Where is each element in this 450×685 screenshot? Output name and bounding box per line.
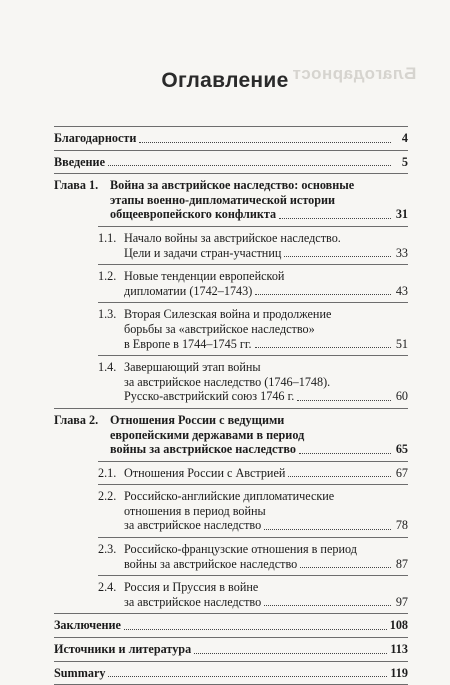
toc-entry-acknowledgements[interactable]: Благодарности 4 (54, 131, 408, 145)
toc-entry-chapter-1[interactable]: Глава 1. Война за австрийское наследство: основные этапы военно-дипломатической истории общеевропейского конфликта 31 (54, 178, 408, 222)
toc-entry-introduction[interactable]: Введение 5 (54, 154, 408, 169)
toc-entry-section-1-2[interactable]: 1.2. Новые тенденции европейской дипломатии (1742–1743) 43 (98, 269, 408, 298)
toc-entry-section-2-3[interactable]: 2.3. Российско-французские отношения в период войны за австрийское наследство 87 (98, 542, 408, 571)
toc-entry-chapter-2[interactable]: Глава 2. Отношения России с ведущими европейскими державами в период войны за австрийское наследство 65 (54, 412, 408, 457)
section-number: 2.4. (98, 580, 117, 595)
section-number: 2.1. (98, 465, 117, 480)
page-number: 67 (395, 465, 408, 480)
toc-entry-section-1-1[interactable]: 1.1. Начало войны за австрийское наследство. Цели и задачи стран-участниц 33 (98, 230, 408, 260)
page-number: 78 (395, 518, 408, 533)
toc-entry-summary[interactable]: Summary 119 (54, 665, 408, 680)
chapter-number: Глава 1. (54, 178, 99, 193)
toc-entry-sources[interactable]: Источники и литература 113 (54, 642, 408, 657)
page-number: 87 (395, 556, 408, 571)
table-of-contents (54, 126, 408, 685)
page-number: 65 (395, 442, 408, 457)
page-number: 33 (395, 245, 408, 260)
page-number: 108 (389, 618, 408, 633)
chapter-number: Глава 2. (54, 412, 99, 427)
page-number: 119 (390, 665, 408, 680)
toc-entry-section-1-4[interactable]: 1.4. Завершающий этап войны за австрийское наследство (1746–1748). Русско-австрийский союз 1746 г. 60 (98, 360, 408, 404)
section-number: 1.1. (98, 230, 117, 245)
page-number: 97 (395, 594, 408, 609)
section-number: 2.2. (98, 489, 117, 504)
page-number: 60 (395, 389, 408, 404)
toc-entry-conclusion[interactable]: Заключение 108 (54, 618, 408, 633)
section-number: 2.3. (98, 542, 117, 557)
page-number: 51 (395, 336, 408, 351)
section-number: 1.3. (98, 307, 117, 322)
toc-entry-section-2-2[interactable]: 2.2. Российско-английские дипломатические отношения в период войны за австрийское наследство 78 (98, 489, 408, 533)
page-number: 43 (395, 283, 408, 298)
page-number: 5 (401, 154, 408, 169)
toc-entry-section-2-4[interactable]: 2.4. Россия и Пруссия в войне за австрийское наследство 97 (98, 580, 408, 609)
section-number: 1.2. (98, 269, 117, 284)
page-number: 113 (390, 642, 408, 657)
section-number: 1.4. (98, 360, 117, 375)
page-title: Оглавление (161, 69, 289, 92)
bleed-through-text: Благодарност (292, 64, 417, 83)
toc-entry-section-2-1[interactable]: 2.1. Отношения России с Австрией 67 (98, 465, 408, 480)
page-number: 4 (401, 131, 408, 145)
page-number: 31 (395, 207, 408, 222)
toc-entry-section-1-3[interactable]: 1.3. Вторая Силезская война и продолжение борьбы за «австрийское наследство» в Европе в 1744–1745 гг. 51 (98, 307, 408, 351)
